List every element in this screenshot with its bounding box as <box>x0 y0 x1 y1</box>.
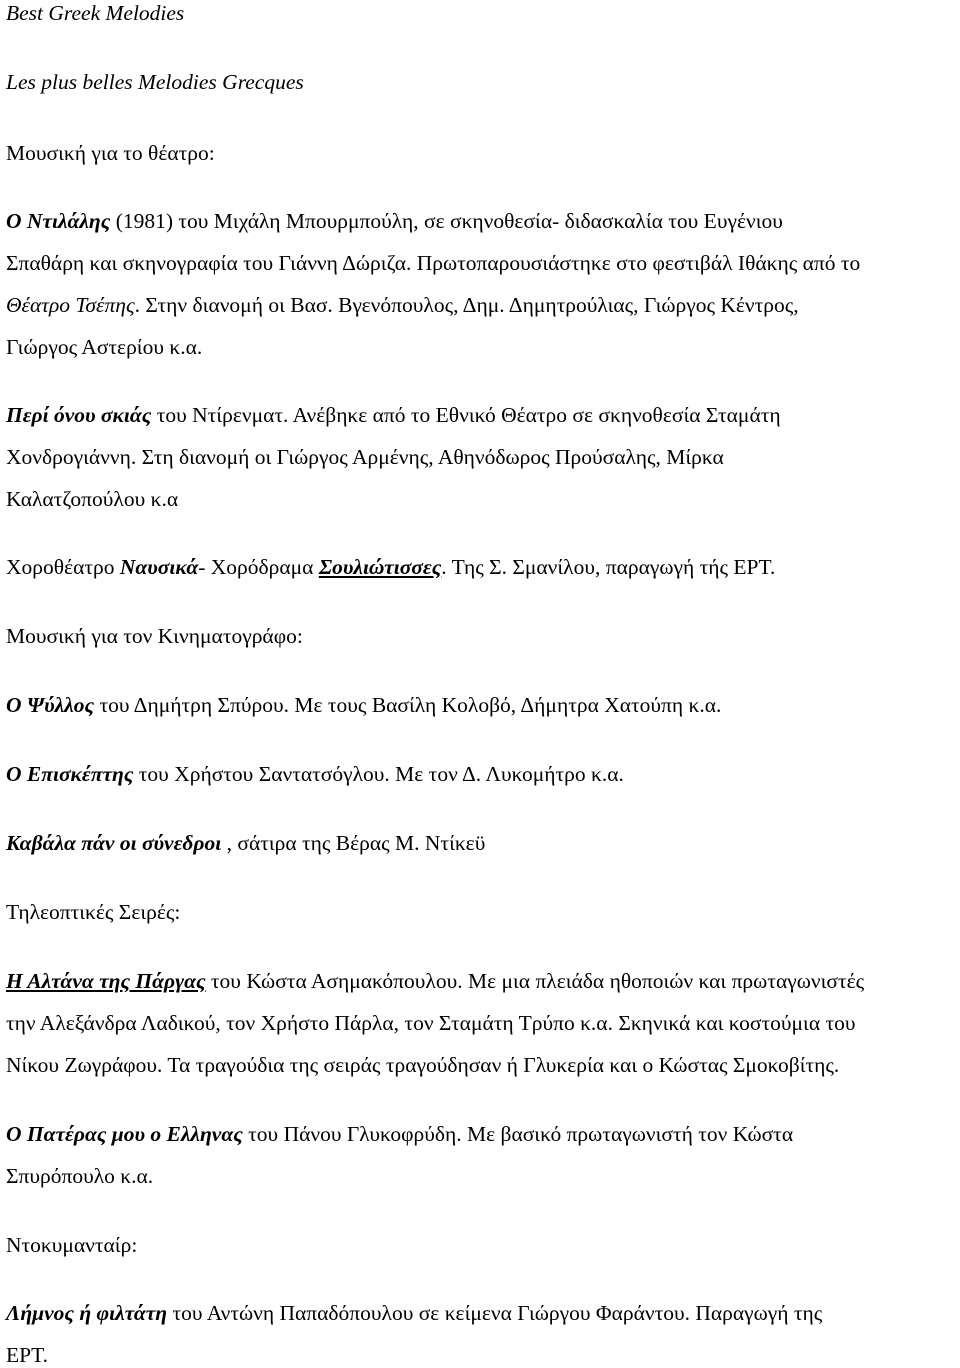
venue-name: Θέατρο Τσέπης <box>6 293 135 317</box>
work-title: Περί όνου σκιάς <box>6 403 152 427</box>
theatre-item-2-line-1 <box>6 402 781 428</box>
work-description: του Δημήτρη Σπύρου. Με τους Βασίλη Κολοβό, Δήμητρα Χατούπη κ.α. <box>94 693 722 717</box>
work-title: Ο Ντιλάλης <box>6 209 111 233</box>
film-item-2 <box>6 761 624 787</box>
film-item-3 <box>6 830 485 856</box>
work-description: του Κώστα Ασημακόπουλου. Με μια πλειάδα ηθοποιών και πρωταγωνιστές <box>205 969 865 993</box>
work-title: Καβάλα πάν οι σύνεδροι <box>6 831 222 855</box>
film-item-1 <box>6 692 721 718</box>
work-description: . Της Σ. Σμανίλου, παραγωγή τής ΕΡΤ. <box>441 555 776 579</box>
work-description: του Χρήστου Σαντατσόγλου. Με τον Δ. Λυκομήτρο κ.α. <box>133 762 624 786</box>
work-description: - Χορόδραμα <box>198 555 319 579</box>
section-title-film: Μουσική για τον Κινηματογράφο: <box>6 624 303 648</box>
work-title: Ο Πατέρας μου ο Ελληνας <box>6 1122 243 1146</box>
theatre-item-1-line-4: Γιώργος Αστερίου κ.α. <box>6 335 203 359</box>
work-description: του Πάνου Γλυκοφρύδη. Με βασικό πρωταγωνιστή τον Κώστα <box>242 1122 794 1146</box>
work-title: Η Αλτάνα της Πάργας <box>6 969 206 993</box>
work-description: . Στην διανομή οι Βασ. Βγενόπουλος, Δημ. Δημητρούλιας, Γιώργος Κέντρος, <box>134 293 799 317</box>
theatre-item-2-line-3: Καλατζοπούλου κ.α <box>6 487 179 511</box>
theatre-item-1-line-2: Σπαθάρη και σκηνογραφία του Γιάννη Δώριζα. Πρωτοπαρουσιάστηκε στο φεστιβάλ Ιθάκης από το <box>6 251 861 275</box>
work-description: (1981) του Μιχάλη Μπουρμπούλη, σε σκηνοθεσία- διδασκαλία του Ευγένιου <box>110 209 783 233</box>
work-title: Ο Επισκέπτης <box>6 762 134 786</box>
section-title-tv: Τηλεοπτικές Σειρές: <box>6 900 181 924</box>
documentary-item-1-line-1 <box>6 1300 822 1326</box>
tv-item-2-line-1 <box>6 1121 793 1147</box>
work-description: του Αντώνη Παπαδόπουλου σε κείμενα Γιώργου Φαράντου. Παραγωγή της <box>167 1301 823 1325</box>
work-title: Ναυσικά <box>119 555 199 579</box>
theatre-item-1-line-1 <box>6 208 783 234</box>
tv-item-2-line-2: Σπυρόπουλο κ.α. <box>6 1164 154 1188</box>
tv-item-1-line-3: Νίκου Ζωγράφου. Τα τραγούδια της σειράς τραγούδησαν ή Γλυκερία και ο Κώστας Σμοκοβίτης. <box>6 1053 840 1077</box>
section-title-theatre: Μουσική για το θέατρο: <box>6 141 215 165</box>
work-title: Λήμνος ή φιλτάτη <box>6 1301 168 1325</box>
tv-item-1-line-2: την Αλεξάνδρα Λαδικού, τον Χρήστο Πάρλα, τον Σταμάτη Τρύπο κ.α. Σκηνικά και κοστούμια του <box>6 1011 856 1035</box>
section-title-documentary: Ντοκυμανταίρ: <box>6 1233 138 1257</box>
documentary-item-1-line-2: ΕΡΤ. <box>6 1343 49 1367</box>
document-subtitle: Les plus belles Melodies Grecques <box>6 70 304 94</box>
tv-item-1-line-1 <box>6 968 864 994</box>
work-title: Ο Ψύλλος <box>6 693 95 717</box>
theatre-item-3-line-1 <box>6 554 775 580</box>
theatre-item-1-line-3 <box>6 292 799 318</box>
document-title: Best Greek Melodies <box>6 1 185 25</box>
work-title: Σουλιώτισσες <box>318 555 442 579</box>
work-description: , σάτιρα της Βέρας Μ. Ντίκεϋ <box>221 831 486 855</box>
work-description: του Ντίρενματ. Ανέβηκε από το Εθνικό Θέατρο σε σκηνοθεσία Σταμάτη <box>151 403 781 427</box>
work-description: Χοροθέατρο <box>6 555 120 579</box>
theatre-item-2-line-2: Χονδρογιάννη. Στη διανομή οι Γιώργος Αρμένης, Αθηνόδωρος Προύσαλης, Μίρκα <box>6 445 724 469</box>
